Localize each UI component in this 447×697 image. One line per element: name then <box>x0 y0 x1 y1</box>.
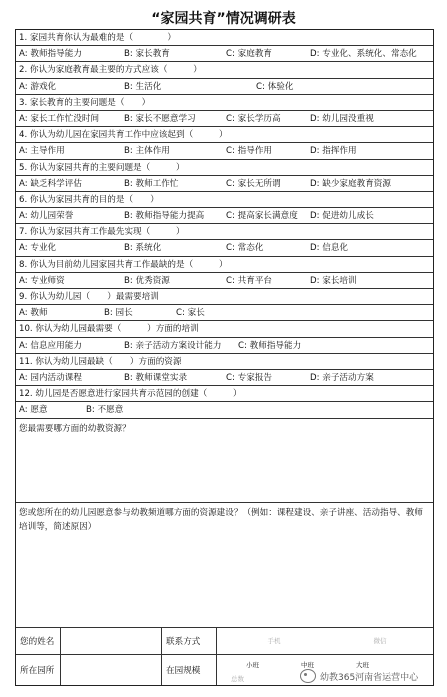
open-question-text: 您最需要哪方面的幼教资源？ <box>19 423 131 434</box>
option-b[interactable]: B: 教师指导能力提高 <box>124 211 205 222</box>
option-d[interactable]: D: 指挥作用 <box>310 146 357 157</box>
option-c[interactable]: C: 家庭教育 <box>226 49 273 60</box>
option-d[interactable]: D: 促进幼儿成长 <box>310 211 374 222</box>
open-question-text: 您或您所在的幼儿园愿意参与幼教频道哪方面的资源建设？（例如：课程建设、亲子讲座、活动指导、教师培训等，简述原因） <box>19 507 423 532</box>
option-b[interactable]: B: 优秀资源 <box>124 275 170 286</box>
page-title: “家园共育”情况调研表 <box>151 11 296 27</box>
option-c[interactable]: C: 常态化 <box>226 243 264 254</box>
question-row <box>16 224 433 240</box>
question-row <box>16 321 433 337</box>
question-row <box>16 192 433 208</box>
options-row <box>16 273 433 289</box>
option-c[interactable]: C: 家长无所谓 <box>226 178 281 189</box>
wechat-icon <box>300 669 316 683</box>
options-row <box>16 111 433 127</box>
question-text: 9. 你认为幼儿园（ ）最需要培训 <box>19 292 159 302</box>
option-d[interactable]: D: 家长培训 <box>310 275 357 286</box>
option-c[interactable]: C: 家长学历高 <box>226 113 281 124</box>
option-a[interactable]: A: 专业师资 <box>19 275 65 286</box>
question-text: 4. 你认为幼儿园在家园共育工作中应该起到（ ） <box>19 130 228 141</box>
option-a[interactable]: A: 主导作用 <box>19 146 65 157</box>
question-row <box>16 62 433 78</box>
question-row <box>16 95 433 111</box>
option-a[interactable]: A: 教师 <box>19 308 48 319</box>
option-d[interactable]: D: 缺少家庭教育资源 <box>310 178 391 189</box>
option-c[interactable]: C: 体验化 <box>256 81 294 92</box>
option-a[interactable]: A: 缺乏科学评估 <box>19 178 82 189</box>
question-row <box>16 30 433 46</box>
name-label: 您的姓名 <box>16 628 61 655</box>
question-text: 10. 你认为幼儿园最需要（ ）方面的培训 <box>19 324 199 335</box>
kindergarten-field[interactable] <box>61 655 162 685</box>
option-d[interactable]: D: 专业化、系统化、常态化 <box>310 49 417 60</box>
option-c[interactable]: C: 共育平台 <box>226 275 273 286</box>
question-text: 1. 家园共育你认为最难的是（ ） <box>19 33 177 43</box>
option-b[interactable]: B: 教师课堂实录 <box>124 372 188 383</box>
question-row <box>16 257 433 273</box>
question-row <box>16 160 433 176</box>
option-b[interactable]: B: 家长不愿意学习 <box>124 113 196 124</box>
option-a[interactable]: A: 幼儿园荣誉 <box>19 211 74 222</box>
option-b[interactable]: B: 园长 <box>104 308 133 319</box>
open-question-participation <box>16 503 433 628</box>
option-b[interactable]: B: 系统化 <box>124 243 162 254</box>
options-row <box>16 305 433 321</box>
option-c[interactable]: C: 教师指导能力 <box>238 340 302 351</box>
question-text: 7. 你认为家园共育工作最先实现（ ） <box>19 227 185 238</box>
option-c[interactable]: C: 家长 <box>176 308 205 319</box>
option-a[interactable]: A: 家长工作忙没时间 <box>19 113 100 124</box>
question-row <box>16 289 433 305</box>
watermark-text: 幼教365河南省运营中心 <box>320 672 419 683</box>
options-row <box>16 370 433 386</box>
option-a[interactable]: A: 教师指导能力 <box>19 49 82 60</box>
question-text: 8. 你认为目前幼儿园家园共育工作最缺的是（ ） <box>19 259 228 270</box>
option-a[interactable]: A: 园内活动课程 <box>19 372 82 383</box>
options-row <box>16 176 433 192</box>
contact-field[interactable] <box>217 628 433 655</box>
option-b[interactable]: B: 生活化 <box>124 81 162 92</box>
options-row <box>16 208 433 224</box>
option-d[interactable]: D: 信息化 <box>310 243 349 254</box>
option-d[interactable]: D: 亲子活动方案 <box>310 372 374 383</box>
option-a[interactable]: A: 专业化 <box>19 243 57 254</box>
options-row <box>16 338 433 354</box>
small-class-label: 小班 <box>246 660 259 669</box>
question-text: 11. 你认为幼儿园最缺（ ）方面的资源 <box>19 356 182 367</box>
contact-label: 联系方式 <box>162 628 217 655</box>
options-row <box>16 143 433 159</box>
large-class-label: 大班 <box>356 660 369 669</box>
question-text: 2. 你认为家庭教育最主要的方式应该（ ） <box>19 65 202 76</box>
scale-label: 在园规模 <box>162 655 217 685</box>
question-text: 3. 家长教育的主要问题是（ ） <box>19 97 151 108</box>
wechat-label: 微信 <box>373 637 387 645</box>
question-row <box>16 127 433 143</box>
option-b[interactable]: B: 不愿意 <box>86 405 124 416</box>
open-question-resources <box>16 419 433 503</box>
option-c[interactable]: C: 专家报告 <box>226 372 273 383</box>
option-b[interactable]: B: 教师工作忙 <box>124 178 179 189</box>
question-text: 12. 幼儿园是否愿意进行家园共育示范园的创建（ ） <box>19 389 242 400</box>
option-a[interactable]: A: 信息应用能力 <box>19 340 82 351</box>
name-field[interactable] <box>61 628 162 655</box>
total-label: 总数 <box>231 674 244 683</box>
option-c[interactable]: C: 提高家长满意度 <box>226 211 298 222</box>
question-text: 6. 你认为家园共育的目的是（ ） <box>19 194 159 205</box>
option-a[interactable]: A: 游戏化 <box>19 81 57 92</box>
phone-label: 手机 <box>267 637 281 645</box>
option-b[interactable]: B: 家长教育 <box>124 49 170 60</box>
question-list <box>16 30 433 419</box>
middle-class-label: 中班 <box>301 660 314 669</box>
question-text: 5. 你认为家园共育的主要问题是（ ） <box>19 162 185 173</box>
option-d[interactable]: D: 幼儿园没重视 <box>310 113 374 124</box>
option-c[interactable]: C: 指导作用 <box>226 146 273 157</box>
question-row <box>16 386 433 402</box>
watermark <box>300 669 418 683</box>
option-a[interactable]: A: 愿意 <box>19 405 48 416</box>
survey-table <box>15 29 434 686</box>
options-row <box>16 240 433 256</box>
options-row <box>16 402 433 418</box>
options-row <box>16 46 433 62</box>
option-b[interactable]: B: 主体作用 <box>124 146 170 157</box>
option-b[interactable]: B: 亲子活动方案设计能力 <box>124 340 222 351</box>
kindergarten-label: 所在园所 <box>16 655 61 685</box>
options-row <box>16 79 433 95</box>
question-row <box>16 354 433 370</box>
